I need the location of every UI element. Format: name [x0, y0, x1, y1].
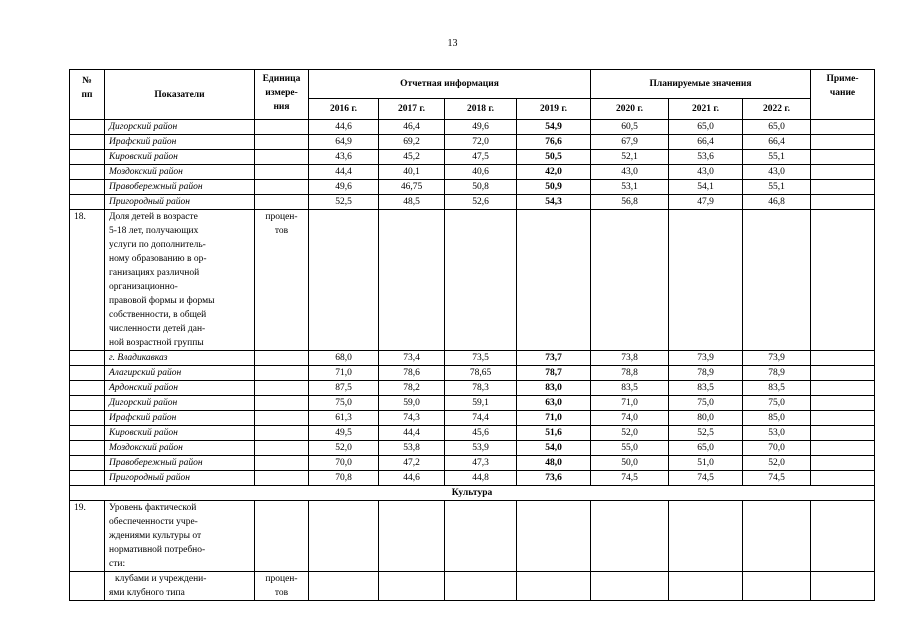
value-cell: 44,8 — [445, 471, 517, 486]
value-cell: 66,4 — [743, 135, 811, 150]
value-cell: 46,8 — [743, 195, 811, 210]
value-cell: 49,6 — [445, 120, 517, 135]
value-cell: 73,8 — [591, 351, 669, 366]
value-cell: 73,7 — [517, 351, 591, 366]
empty-cell — [255, 150, 309, 165]
empty-cell — [255, 135, 309, 150]
empty-cell — [70, 165, 105, 180]
item-18-line: правовой формы и формы — [109, 296, 215, 306]
empty-cell — [70, 411, 105, 426]
year-2017: 2017 г. — [379, 99, 445, 120]
table-row — [70, 441, 875, 456]
value-cell: 54,9 — [517, 120, 591, 135]
unit-line: тов — [274, 226, 289, 236]
value-cell: 52,0 — [743, 456, 811, 471]
item-19-sub-unit — [255, 572, 309, 601]
value-cell: 73,9 — [669, 351, 743, 366]
value-cell: 75,0 — [309, 396, 379, 411]
empty-cell — [591, 572, 669, 601]
value-cell: 83,5 — [591, 381, 669, 396]
region-name: Пригородный район — [105, 195, 255, 210]
value-cell: 47,2 — [379, 456, 445, 471]
empty-cell — [70, 180, 105, 195]
item-18-unit — [255, 210, 309, 351]
empty-cell — [70, 441, 105, 456]
empty-cell — [255, 366, 309, 381]
value-cell: 78,65 — [445, 366, 517, 381]
value-cell: 54,0 — [517, 441, 591, 456]
value-cell: 74,5 — [743, 471, 811, 486]
header-indicators: Показатели — [105, 70, 255, 120]
value-cell: 64,9 — [309, 135, 379, 150]
value-cell: 49,6 — [309, 180, 379, 195]
region-name: Кировский район — [105, 150, 255, 165]
value-cell: 74,5 — [591, 471, 669, 486]
empty-cell — [517, 210, 591, 351]
empty-cell — [70, 426, 105, 441]
empty-cell — [70, 351, 105, 366]
value-cell: 50,8 — [445, 180, 517, 195]
header-planned: Планируемые значения — [591, 70, 811, 99]
empty-cell — [811, 456, 875, 471]
empty-cell — [591, 501, 669, 572]
value-cell: 85,0 — [743, 411, 811, 426]
year-2018: 2018 г. — [445, 99, 517, 120]
table-row — [70, 135, 875, 150]
value-cell: 75,0 — [669, 396, 743, 411]
value-cell: 55,1 — [743, 180, 811, 195]
value-cell: 73,5 — [445, 351, 517, 366]
section-row — [70, 486, 875, 501]
value-cell: 43,0 — [669, 165, 743, 180]
value-cell: 83,5 — [743, 381, 811, 396]
value-cell: 71,0 — [309, 366, 379, 381]
empty-cell — [811, 150, 875, 165]
value-cell: 59,1 — [445, 396, 517, 411]
value-cell: 47,5 — [445, 150, 517, 165]
year-2016: 2016 г. — [309, 99, 379, 120]
item-19-row — [70, 501, 875, 572]
value-cell: 40,1 — [379, 165, 445, 180]
region-name: Кировский район — [105, 426, 255, 441]
region-name: Пригородный район — [105, 471, 255, 486]
value-cell: 73,4 — [379, 351, 445, 366]
value-cell: 53,1 — [591, 180, 669, 195]
empty-cell — [811, 501, 875, 572]
value-cell: 40,6 — [445, 165, 517, 180]
table-row — [70, 165, 875, 180]
empty-cell — [309, 572, 379, 601]
value-cell: 67,9 — [591, 135, 669, 150]
value-cell: 55,0 — [591, 441, 669, 456]
empty-cell — [811, 165, 875, 180]
empty-cell — [255, 456, 309, 471]
item-18-line: ганизациях различной — [109, 268, 200, 278]
empty-cell — [70, 381, 105, 396]
value-cell: 61,3 — [309, 411, 379, 426]
empty-cell — [811, 195, 875, 210]
value-cell: 53,8 — [379, 441, 445, 456]
value-cell: 76,6 — [517, 135, 591, 150]
item-18-line: собственности, в общей — [109, 310, 207, 320]
value-cell: 80,0 — [669, 411, 743, 426]
table-row — [70, 396, 875, 411]
value-cell: 68,0 — [309, 351, 379, 366]
value-cell: 78,2 — [379, 381, 445, 396]
value-cell: 48,5 — [379, 195, 445, 210]
value-cell: 73,6 — [517, 471, 591, 486]
empty-cell — [669, 572, 743, 601]
value-cell: 65,0 — [743, 120, 811, 135]
empty-cell — [70, 456, 105, 471]
value-cell: 46,75 — [379, 180, 445, 195]
empty-cell — [255, 120, 309, 135]
value-cell: 52,0 — [309, 441, 379, 456]
value-cell: 45,2 — [379, 150, 445, 165]
empty-cell — [255, 441, 309, 456]
header-unit: Единица измере- ния — [255, 70, 309, 120]
region-name: Правобережный район — [105, 456, 255, 471]
value-cell: 70,0 — [743, 441, 811, 456]
item-19-sub-line: ями клубного типа — [109, 588, 185, 598]
empty-cell — [255, 180, 309, 195]
item-19-text — [105, 501, 255, 572]
empty-cell — [811, 135, 875, 150]
value-cell: 78,9 — [743, 366, 811, 381]
empty-cell — [669, 210, 743, 351]
unit-line: процен- — [265, 574, 298, 584]
value-cell: 52,1 — [591, 150, 669, 165]
value-cell: 74,5 — [669, 471, 743, 486]
value-cell: 83,5 — [669, 381, 743, 396]
header-num-label: № пп — [81, 76, 93, 100]
item-18-line: ному образованию в ор- — [109, 254, 207, 264]
year-2021: 2021 г. — [669, 99, 743, 120]
item-18-line: Доля детей в возрасте — [109, 212, 198, 222]
empty-cell — [743, 572, 811, 601]
value-cell: 48,0 — [517, 456, 591, 471]
table-row — [70, 366, 875, 381]
item-19-line: нормативной потребно- — [109, 545, 206, 555]
item-19-line: ждениями культуры от — [109, 531, 202, 541]
table-row — [70, 426, 875, 441]
empty-cell — [743, 210, 811, 351]
empty-cell — [379, 501, 445, 572]
empty-cell — [255, 351, 309, 366]
empty-cell — [70, 135, 105, 150]
empty-cell — [70, 396, 105, 411]
region-name: Алагирский район — [105, 366, 255, 381]
value-cell: 52,5 — [669, 426, 743, 441]
value-cell: 59,0 — [379, 396, 445, 411]
item-18-line: ной возрастной группы — [109, 338, 204, 348]
value-cell: 47,9 — [669, 195, 743, 210]
header-note: Приме- чание — [811, 70, 875, 120]
value-cell: 44,6 — [309, 120, 379, 135]
item-18-row — [70, 210, 875, 351]
table-row — [70, 195, 875, 210]
empty-cell — [255, 165, 309, 180]
item-19-sub-row — [70, 572, 875, 601]
empty-cell — [811, 396, 875, 411]
empty-cell — [445, 210, 517, 351]
empty-cell — [255, 426, 309, 441]
table-row — [70, 471, 875, 486]
item-19-line: Уровень фактической — [109, 503, 197, 513]
value-cell: 65,0 — [669, 441, 743, 456]
value-cell: 71,0 — [517, 411, 591, 426]
empty-cell — [811, 441, 875, 456]
empty-cell — [70, 572, 105, 601]
item-18-num: 18. — [70, 210, 105, 351]
value-cell: 52,0 — [591, 426, 669, 441]
header-num — [70, 70, 105, 120]
empty-cell — [811, 426, 875, 441]
region-name: Ирафский район — [105, 135, 255, 150]
item-19-line: сти: — [109, 559, 126, 569]
year-2020: 2020 г. — [591, 99, 669, 120]
region-name: Ардонский район — [105, 381, 255, 396]
value-cell: 87,5 — [309, 381, 379, 396]
region-name: Дигорский район — [105, 396, 255, 411]
empty-cell — [255, 381, 309, 396]
region-name: Правобережный район — [105, 180, 255, 195]
region-name: Моздокский район — [105, 165, 255, 180]
empty-cell — [811, 180, 875, 195]
table-row — [70, 150, 875, 165]
value-cell: 78,3 — [445, 381, 517, 396]
year-2019: 2019 г. — [517, 99, 591, 120]
value-cell: 75,0 — [743, 396, 811, 411]
empty-cell — [255, 501, 309, 572]
empty-cell — [255, 471, 309, 486]
value-cell: 51,6 — [517, 426, 591, 441]
value-cell: 53,6 — [669, 150, 743, 165]
empty-cell — [669, 501, 743, 572]
value-cell: 51,0 — [669, 456, 743, 471]
value-cell: 47,3 — [445, 456, 517, 471]
value-cell: 50,9 — [517, 180, 591, 195]
value-cell: 44,4 — [309, 165, 379, 180]
value-cell: 63,0 — [517, 396, 591, 411]
unit-line: тов — [274, 588, 289, 598]
empty-cell — [379, 210, 445, 351]
value-cell: 43,6 — [309, 150, 379, 165]
value-cell: 78,8 — [591, 366, 669, 381]
header-report: Отчетная информация — [309, 70, 591, 99]
region-name: Дигорский район — [105, 120, 255, 135]
value-cell: 53,9 — [445, 441, 517, 456]
table-row — [70, 120, 875, 135]
empty-cell — [445, 572, 517, 601]
empty-cell — [255, 411, 309, 426]
value-cell: 78,7 — [517, 366, 591, 381]
value-cell: 44,6 — [379, 471, 445, 486]
value-cell: 53,0 — [743, 426, 811, 441]
value-cell: 60,5 — [591, 120, 669, 135]
empty-cell — [255, 396, 309, 411]
value-cell: 66,4 — [669, 135, 743, 150]
empty-cell — [70, 120, 105, 135]
empty-cell — [379, 572, 445, 601]
value-cell: 54,3 — [517, 195, 591, 210]
empty-cell — [811, 210, 875, 351]
empty-cell — [591, 210, 669, 351]
value-cell: 83,0 — [517, 381, 591, 396]
value-cell: 42,0 — [517, 165, 591, 180]
value-cell: 70,8 — [309, 471, 379, 486]
empty-cell — [445, 501, 517, 572]
empty-cell — [70, 366, 105, 381]
value-cell: 43,0 — [591, 165, 669, 180]
region-name: г. Владикавказ — [105, 351, 255, 366]
value-cell: 72,0 — [445, 135, 517, 150]
value-cell: 46,4 — [379, 120, 445, 135]
value-cell: 43,0 — [743, 165, 811, 180]
value-cell: 55,1 — [743, 150, 811, 165]
table-row — [70, 180, 875, 195]
table-row — [70, 456, 875, 471]
empty-cell — [743, 501, 811, 572]
empty-cell — [811, 411, 875, 426]
item-18-line: численности детей дан- — [109, 324, 206, 334]
value-cell: 74,0 — [591, 411, 669, 426]
unit-line: процен- — [265, 212, 298, 222]
page-number: 13 — [447, 38, 458, 49]
value-cell: 70,0 — [309, 456, 379, 471]
empty-cell — [70, 150, 105, 165]
value-cell: 44,4 — [379, 426, 445, 441]
value-cell: 50,0 — [591, 456, 669, 471]
value-cell: 65,0 — [669, 120, 743, 135]
item-19-sub-line: клубами и учреждени- — [115, 574, 207, 584]
value-cell: 73,9 — [743, 351, 811, 366]
value-cell: 52,6 — [445, 195, 517, 210]
empty-cell — [309, 501, 379, 572]
value-cell: 45,6 — [445, 426, 517, 441]
item-19-line: обеспеченности учре- — [109, 517, 198, 527]
empty-cell — [811, 471, 875, 486]
value-cell: 52,5 — [309, 195, 379, 210]
item-18-line: услуги по дополнитель- — [109, 240, 206, 250]
empty-cell — [811, 120, 875, 135]
value-cell: 50,5 — [517, 150, 591, 165]
item-18-text — [105, 210, 255, 351]
item-19-num: 19. — [70, 501, 105, 572]
item-18-line: 5-18 лет, получающих — [109, 226, 199, 236]
empty-cell — [517, 501, 591, 572]
value-cell: 78,6 — [379, 366, 445, 381]
value-cell: 69,2 — [379, 135, 445, 150]
empty-cell — [517, 572, 591, 601]
table-row — [70, 351, 875, 366]
value-cell: 54,1 — [669, 180, 743, 195]
empty-cell — [309, 210, 379, 351]
table-row — [70, 381, 875, 396]
empty-cell — [811, 366, 875, 381]
indicators-table — [69, 69, 875, 601]
value-cell: 49,5 — [309, 426, 379, 441]
year-2022: 2022 г. — [743, 99, 811, 120]
table-row — [70, 411, 875, 426]
empty-cell — [70, 195, 105, 210]
empty-cell — [255, 195, 309, 210]
empty-cell — [811, 381, 875, 396]
region-name: Ирафский район — [105, 411, 255, 426]
section-culture: Культура — [70, 486, 875, 501]
item-18-line: организационно- — [109, 282, 178, 292]
region-name: Моздокский район — [105, 441, 255, 456]
empty-cell — [811, 572, 875, 601]
value-cell: 78,9 — [669, 366, 743, 381]
value-cell: 56,8 — [591, 195, 669, 210]
item-19-sub-text — [105, 572, 255, 601]
value-cell: 74,3 — [379, 411, 445, 426]
empty-cell — [811, 351, 875, 366]
empty-cell — [70, 471, 105, 486]
value-cell: 74,4 — [445, 411, 517, 426]
value-cell: 71,0 — [591, 396, 669, 411]
